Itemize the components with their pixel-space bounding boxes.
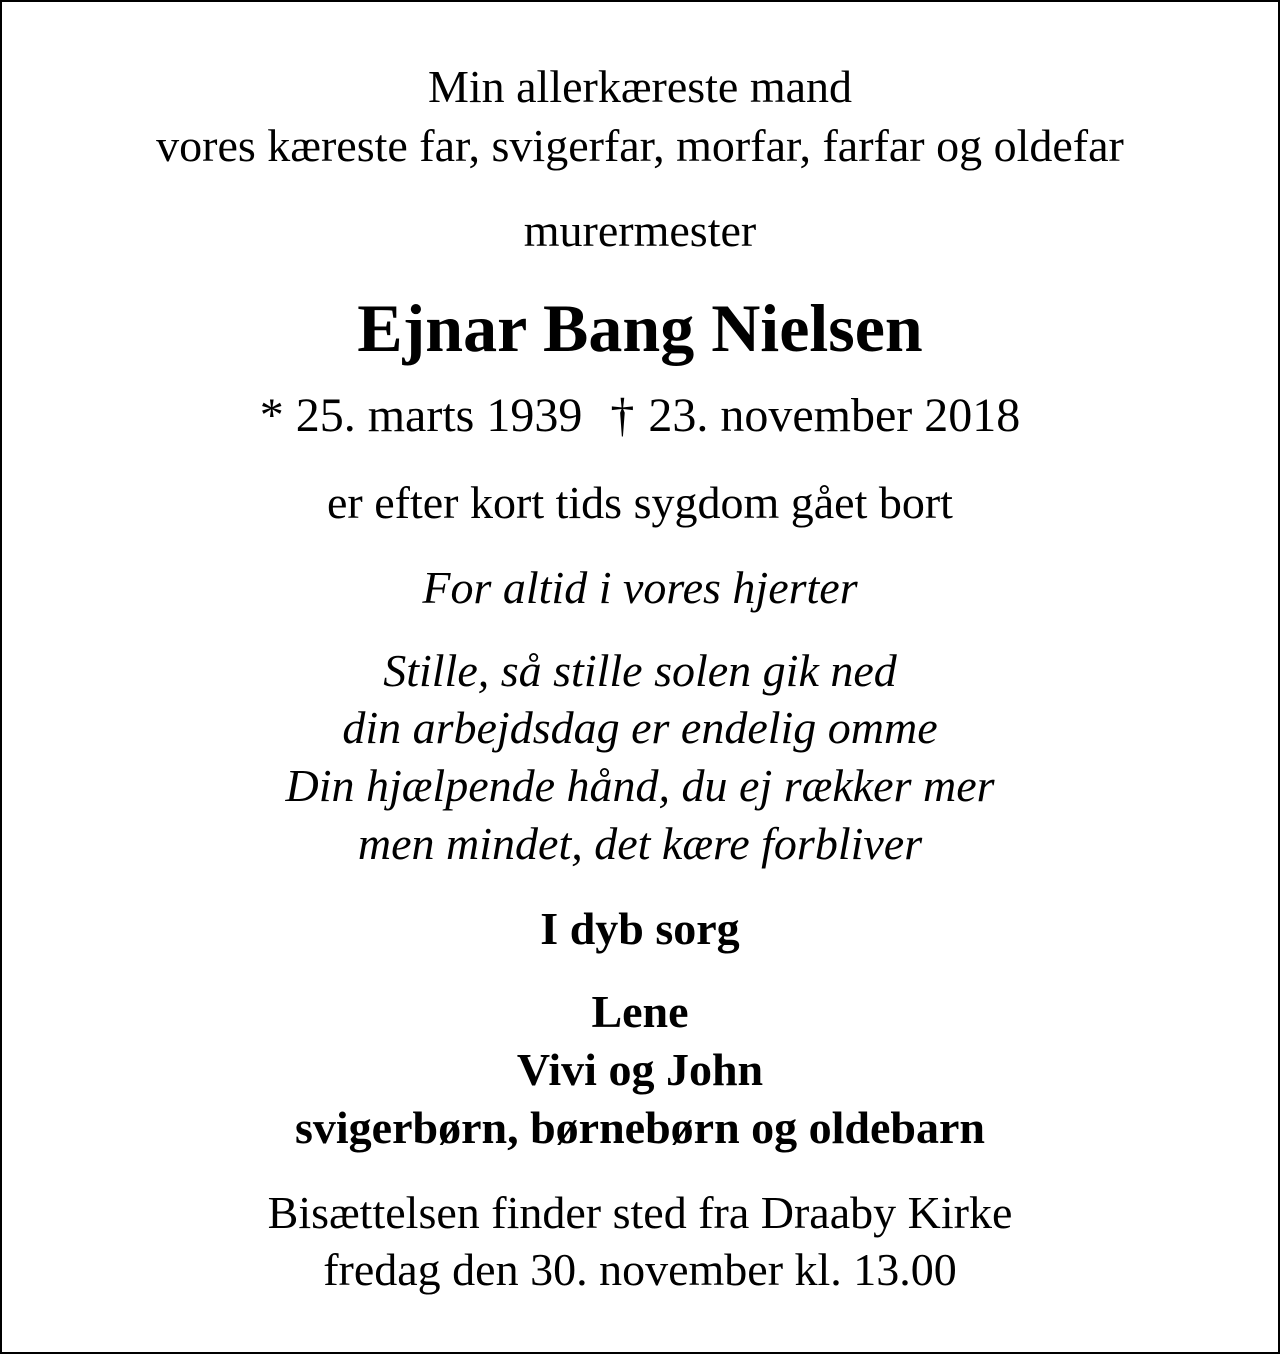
funeral-line-1: Bisættelsen finder sted fra Draaby Kirke bbox=[267, 1187, 1013, 1238]
birth-date: * 25. marts 1939 bbox=[259, 389, 583, 442]
passing-announcement: er efter kort tids sygdom gået bort bbox=[327, 477, 953, 528]
mourner-line-2: Vivi og John bbox=[516, 1044, 764, 1095]
funeral-line-2: fredag den 30. november kl. 13.00 bbox=[323, 1244, 957, 1295]
mourner-line-1: Lene bbox=[591, 986, 689, 1037]
memorial-motto: For altid i vores hjerter bbox=[422, 562, 858, 613]
death-date: 23. november 2018 bbox=[648, 389, 1021, 442]
intro-line-1: Min allerkæreste mand bbox=[427, 61, 853, 112]
occupation-title: murermester bbox=[523, 205, 757, 256]
dagger-icon: † bbox=[610, 389, 635, 442]
verse-line-4: men mindet, det kære forbliver bbox=[357, 818, 923, 869]
life-dates bbox=[2, 389, 1278, 442]
verse-line-3: Din hjælpende hånd, du ej rækker mer bbox=[285, 760, 995, 811]
verse-line-1: Stille, så stille solen gik ned bbox=[383, 645, 897, 696]
mourner-line-3: svigerbørn, børnebørn og oldebarn bbox=[294, 1102, 986, 1153]
intro-line-2: vores kæreste far, svigerfar, morfar, farfar og oldefar bbox=[156, 120, 1124, 171]
verse-line-2: din arbejdsdag er endelig omme bbox=[342, 702, 938, 753]
deceased-name: Ejnar Bang Nielsen bbox=[357, 290, 923, 366]
grief-line: I dyb sorg bbox=[540, 903, 740, 954]
